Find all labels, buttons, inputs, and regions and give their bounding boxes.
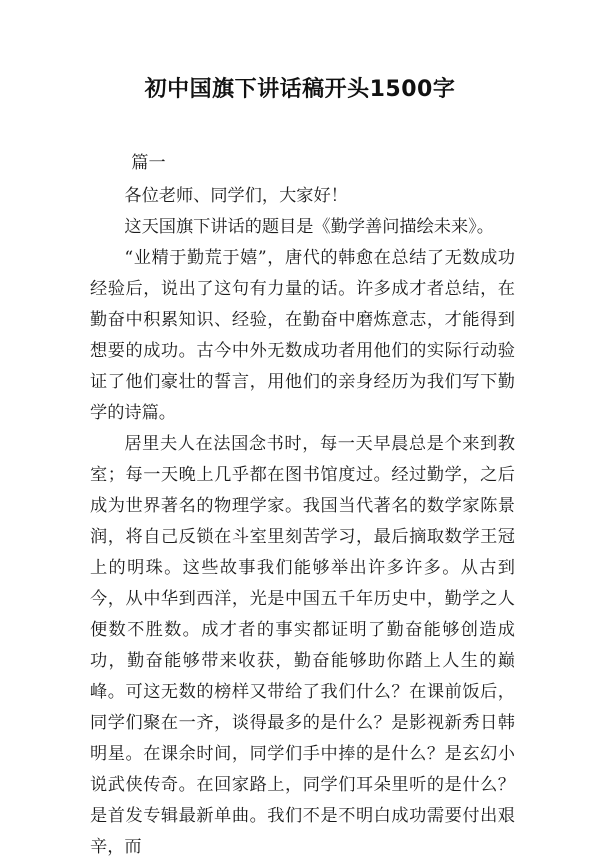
paragraph-greeting: 各位老师、同学们，大家好！	[124, 186, 348, 206]
paragraph-quote: “业精于勤荒于嬉”，唐代的韩愈在总结了无数成功经验后，说出了这句有力量的话。许多成才者总结，在勤奋中积累知识、经验，在勤奋中磨炼意志，才能得到想要的成功。古今中外无数成功者用他们的实际行动验证了他们豪壮的誓言，用他们的亲身经历为我们写下勤学的诗篇。	[90, 248, 515, 423]
paragraph-topic: 这天国旗下讲话的题目是《勤学善问描绘未来》。	[124, 217, 494, 237]
document-title: 初中国旗下讲话稿开头1500字	[144, 77, 456, 102]
paragraph-examples: 居里夫人在法国念书时，每一天早晨总是个来到教室；每一天晚上几乎都在图书馆度过。经过勤学，之后成为世界著名的物理学家。我国当代著名的数学家陈景润，将自己反锁在斗室里刻苦学习，最后摘取数学王冠上的明珠。这些故事我们能够举出许多许多。从古到今，从中华到西洋，光是中国五千年历史中，勤学之人便数不胜数。成才者的事实都证明了勤奋能够创造成功，勤奋能够带来收获，勤奋能够助你踏上人生的巅峰。可这无数的榜样又带给了我们什么？在课前饭后，同学们聚在一齐，谈得最多的是什么？是影视新秀日韩明星。在课余时间，同学们手中捧的是什么？是玄幻小说武侠传奇。在回家路上，同学们耳朵里听的是什么？是首发专辑最新单曲。我们不是不明白成功需要付出艰辛，而	[90, 434, 515, 857]
document-body	[90, 148, 515, 863]
section-label: 篇一	[131, 153, 166, 173]
